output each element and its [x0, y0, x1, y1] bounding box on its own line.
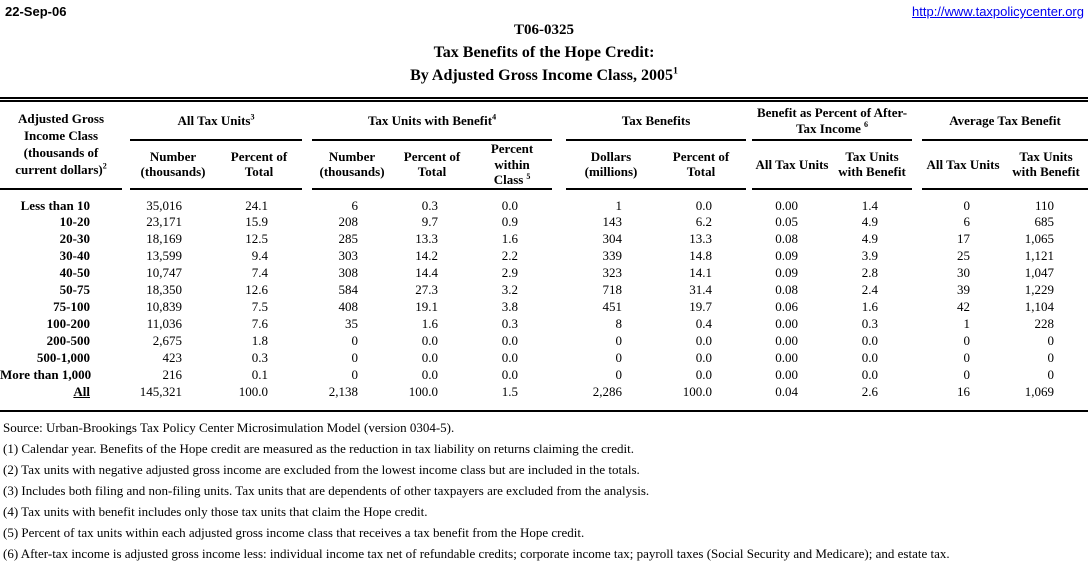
data-cell: 17: [957, 231, 971, 247]
data-cell: 39: [957, 282, 971, 298]
column-gap: [302, 231, 312, 248]
subheader-number-thousands: Number (thousands): [312, 140, 392, 189]
data-cell: 2.8: [861, 265, 879, 281]
subheader-all-tax-units: All Tax Units: [922, 140, 1004, 189]
row-label: [0, 214, 122, 231]
data-cell: 7.5: [251, 299, 269, 315]
group-label: Tax Benefits: [621, 112, 691, 128]
data-cell: 10,747: [146, 265, 182, 281]
group-label: Tax Income: [796, 120, 861, 136]
data-cell: 0.4: [695, 316, 713, 332]
data-cell: 100.0: [682, 383, 713, 399]
group-label: Average Tax Benefit: [949, 112, 1061, 128]
data-cell: 2,138: [328, 383, 359, 399]
table-row: [0, 231, 1088, 248]
data-cell: 0.04: [775, 383, 799, 399]
data-cell: 6: [963, 214, 971, 230]
table-body: [0, 189, 1088, 408]
data-cell: 24.1: [245, 197, 269, 213]
data-cell: 1.6: [421, 316, 439, 332]
column-gap: [552, 231, 566, 248]
subheader-row: [0, 140, 1088, 189]
column-gap: [302, 265, 312, 282]
column-gap: [302, 316, 312, 333]
row-label: [0, 248, 122, 265]
row-label-text: 100-200: [46, 316, 90, 332]
data-cell: 323: [602, 265, 623, 281]
column-gap: [912, 100, 922, 189]
row-label: [0, 282, 122, 299]
data-cell: 16: [957, 383, 971, 399]
taxpolicycenter-link[interactable]: http://www.taxpolicycenter.org: [912, 4, 1084, 19]
column-gap: [122, 231, 130, 248]
data-cell: 12.6: [245, 282, 269, 298]
data-cell: 145,321: [139, 383, 182, 399]
column-gap: [302, 333, 312, 350]
data-cell: 18,350: [146, 282, 182, 298]
data-cell: 718: [602, 282, 623, 298]
table-row: [0, 367, 1088, 384]
column-gap: [302, 282, 312, 299]
column-gap: [912, 316, 922, 333]
data-cell: 1: [615, 197, 623, 213]
data-cell: 0.09: [775, 248, 799, 264]
column-gap: [912, 248, 922, 265]
data-cell: 13.3: [689, 231, 713, 247]
row-label: [0, 350, 122, 367]
group-footnote-marker: 6: [863, 120, 868, 130]
data-cell: 451: [602, 299, 623, 315]
subheader-tax-units-with-benefit: Tax Units with Benefit: [832, 140, 912, 189]
table-row: [0, 299, 1088, 316]
data-cell: 3.8: [501, 299, 519, 315]
row-label: [0, 231, 122, 248]
column-gap: [912, 282, 922, 299]
footnote-line: (5) Percent of tax units within each adjusted gross income class that receives a tax benefit from the Hope credit.: [3, 525, 585, 541]
data-cell: 0.0: [421, 333, 439, 349]
subheader-percent-of-total: Percent of Total: [216, 140, 302, 189]
footnote-line: (4) Tax units with benefit includes only those tax units that claim the Hope credit.: [3, 503, 428, 519]
data-cell: 0.08: [775, 282, 799, 298]
data-cell: 10,839: [146, 299, 182, 315]
column-gap: [912, 214, 922, 231]
column-gap: [122, 265, 130, 282]
data-cell: 0.0: [421, 350, 439, 366]
data-cell: 0.0: [861, 333, 879, 349]
subheader-dollars-millions: Dollars (millions): [566, 140, 656, 189]
column-gap: [122, 316, 130, 333]
data-cell: 27.3: [415, 282, 439, 298]
data-cell: 1.6: [861, 299, 879, 315]
group-footnote-marker: 4: [492, 112, 497, 122]
data-cell: 0.06: [775, 299, 799, 315]
footnote-line: (1) Calendar year. Benefits of the Hope credit are measured as the reduction in tax liability on returns claiming the credit.: [3, 440, 634, 456]
data-cell: 19.7: [689, 299, 713, 315]
column-gap: [302, 350, 312, 367]
data-cell: 0.1: [251, 367, 269, 383]
data-cell: 110: [1035, 197, 1055, 213]
data-cell: 8: [615, 316, 623, 332]
column-gap: [122, 100, 130, 189]
data-cell: 0.0: [695, 197, 713, 213]
data-cell: 31.4: [689, 282, 713, 298]
column-gap: [912, 384, 922, 408]
row-label: [0, 316, 122, 333]
data-cell: 0: [1047, 333, 1055, 349]
data-cell: 304: [602, 231, 623, 247]
data-cell: 0.3: [421, 197, 439, 213]
data-cell: 15.9: [245, 214, 269, 230]
column-gap: [552, 282, 566, 299]
stub-header: [0, 100, 122, 189]
row-label-text: 40-50: [59, 265, 90, 281]
data-cell: 408: [338, 299, 359, 315]
column-gap: [302, 214, 312, 231]
data-cell: 143: [602, 214, 623, 230]
column-gap: [552, 214, 566, 231]
subheader-all-tax-units: All Tax Units: [752, 140, 832, 189]
column-gap: [302, 248, 312, 265]
data-cell: 6: [351, 197, 359, 213]
table-header: [0, 100, 1088, 189]
data-cell: 0: [615, 350, 623, 366]
column-gap: [122, 350, 130, 367]
column-gap: [302, 384, 312, 408]
data-cell: 423: [162, 350, 182, 366]
data-cell: 2,675: [152, 333, 182, 349]
footnote-line: (3) Includes both filing and non-filing units. Tax units that are dependents of other taxpayers are excluded from the analysis.: [3, 482, 650, 498]
data-cell: 9.4: [251, 248, 269, 264]
data-cell: 339: [602, 248, 623, 264]
data-cell: 0.0: [861, 367, 879, 383]
row-label-text: More than 1,000: [0, 367, 92, 383]
data-cell: 0.00: [775, 316, 799, 332]
column-gap: [552, 384, 566, 408]
column-gap: [912, 189, 922, 214]
column-gap: [122, 248, 130, 265]
data-cell: 0.0: [501, 367, 519, 383]
subheader-number-thousands: Number (thousands): [130, 140, 216, 189]
group-label: Tax Units with Benefit: [367, 112, 493, 128]
title-text: By Adjusted Gross Income Class, 2005: [410, 67, 673, 84]
row-label: [0, 367, 122, 384]
data-cell: 0.00: [775, 367, 799, 383]
column-gap: [302, 189, 312, 214]
row-label: [0, 384, 122, 408]
data-cell: 0.9: [501, 214, 519, 230]
data-cell: 0.3: [251, 350, 269, 366]
document-title-line1: Tax Benefits of the Hope Credit:: [433, 44, 655, 61]
data-cell: 1,229: [1024, 282, 1055, 298]
group-header-benefit-percent-after-tax-income: [752, 100, 912, 141]
column-gap: [302, 367, 312, 384]
table-row: [0, 189, 1088, 214]
data-cell: 0.0: [421, 367, 439, 383]
data-cell: 2.6: [861, 383, 879, 399]
data-cell: 0: [963, 367, 971, 383]
data-cell: 13,599: [146, 248, 182, 264]
column-gap: [122, 214, 130, 231]
data-cell: 0.00: [775, 333, 799, 349]
data-cell: 0: [1047, 367, 1055, 383]
data-cell: 23,171: [146, 214, 182, 230]
column-gap: [912, 265, 922, 282]
title-footnote-marker: 1: [672, 65, 678, 77]
data-cell: 3.2: [501, 282, 519, 298]
data-cell: 0: [963, 350, 971, 366]
group-header-average-tax-benefit: [922, 100, 1088, 141]
row-label-text: 500-1,000: [36, 350, 90, 366]
column-gap: [122, 299, 130, 316]
footnotes: [0, 410, 1088, 564]
data-cell: 1,121: [1024, 248, 1055, 264]
data-cell: 216: [162, 367, 182, 383]
data-cell: 0.3: [861, 316, 879, 332]
stub-line: [0, 162, 122, 179]
data-cell: 308: [338, 265, 359, 281]
column-gap: [552, 189, 566, 214]
data-cell: 0.0: [695, 350, 713, 366]
data-cell: 0.00: [775, 197, 799, 213]
data-cell: 0.08: [775, 231, 799, 247]
row-label-text: 50-75: [59, 282, 90, 298]
row-label-text: All: [73, 383, 90, 399]
data-cell: 7.4: [251, 265, 269, 281]
column-gap: [122, 367, 130, 384]
title-block: [0, 22, 1088, 85]
table-row: [0, 316, 1088, 333]
table-row: [0, 282, 1088, 299]
data-cell: 0: [351, 350, 359, 366]
data-cell: 1.5: [501, 383, 519, 399]
subheader-percent-within-class: Percent within Class $^5$: [472, 140, 552, 189]
data-cell: 14.4: [415, 265, 439, 281]
subheader-tax-units-with-benefit: Tax Units with Benefit: [1004, 140, 1088, 189]
group-header-all-tax-units: [130, 100, 302, 141]
data-cell: 1.6: [501, 231, 519, 247]
data-cell: 285: [338, 231, 359, 247]
row-label: [0, 265, 122, 282]
data-cell: 0.05: [775, 214, 799, 230]
data-cell: 0.0: [695, 367, 713, 383]
table-row: [0, 350, 1088, 367]
data-cell: 228: [1034, 316, 1055, 332]
data-cell: 9.7: [421, 214, 439, 230]
subheader-footnote-marker: 5: [526, 171, 531, 181]
data-cell: 30: [957, 265, 971, 281]
column-gap: [912, 350, 922, 367]
group-label: Benefit as Percent of After-: [756, 105, 908, 121]
row-label-text: 20-30: [59, 231, 90, 247]
data-cell: 0.0: [695, 333, 713, 349]
row-label-text: 10-20: [59, 214, 90, 230]
column-gap: [552, 248, 566, 265]
column-gap: [552, 265, 566, 282]
group-footnote-marker: 3: [250, 112, 255, 122]
column-gap: [552, 299, 566, 316]
data-cell: 4.9: [861, 231, 879, 247]
data-cell: 0: [963, 333, 971, 349]
table-row: [0, 214, 1088, 231]
column-gap: [302, 299, 312, 316]
column-gap: [552, 100, 566, 189]
data-cell: 1.4: [861, 197, 879, 213]
data-cell: 1,069: [1024, 383, 1055, 399]
data-cell: 6.2: [695, 214, 713, 230]
data-cell: 14.8: [689, 248, 713, 264]
group-header-row: [0, 100, 1088, 141]
row-label: [0, 189, 122, 214]
data-cell: 11,036: [146, 316, 182, 332]
data-cell: 0: [1047, 350, 1055, 366]
column-gap: [552, 350, 566, 367]
data-cell: 14.1: [689, 265, 713, 281]
data-cell: 0: [963, 197, 971, 213]
data-cell: 1,104: [1024, 299, 1055, 315]
table-row: [0, 384, 1088, 408]
stub-line: (thousands of: [23, 144, 99, 160]
row-label: [0, 299, 122, 316]
column-gap: [552, 367, 566, 384]
column-gap: [912, 367, 922, 384]
table-row: [0, 265, 1088, 282]
column-gap: [122, 384, 130, 408]
table-row: [0, 248, 1088, 265]
tax-benefits-table: [0, 97, 1088, 408]
data-cell: 19.1: [415, 299, 439, 315]
data-cell: 1,065: [1024, 231, 1055, 247]
data-cell: 208: [338, 214, 359, 230]
data-cell: 0.00: [775, 350, 799, 366]
data-cell: 1.8: [251, 333, 269, 349]
source-line: Source: Urban-Brookings Tax Policy Center Microsimulation Model (version 0304-5).: [3, 419, 455, 435]
row-label-text: 75-100: [53, 299, 90, 315]
group-label: All Tax Units: [177, 112, 251, 128]
column-gap: [912, 299, 922, 316]
column-gap: [122, 282, 130, 299]
data-cell: 0.09: [775, 265, 799, 281]
stub-footnote-marker: 2: [102, 161, 107, 171]
group-header-tax-units-with-benefit: [312, 100, 552, 141]
data-cell: 42: [957, 299, 971, 315]
data-cell: 1: [963, 316, 971, 332]
document-date: 22-Sep-06: [5, 4, 67, 19]
data-cell: 35: [345, 316, 359, 332]
data-cell: 0: [351, 367, 359, 383]
data-cell: 2.9: [501, 265, 519, 281]
data-cell: 100.0: [408, 383, 439, 399]
column-gap: [912, 231, 922, 248]
footnote-line: (6) After-tax income is adjusted gross income less: individual income tax net of refundable credits; corporate income tax; payroll taxes (Social Security and Medicare); and estate tax.: [3, 546, 950, 562]
data-cell: 4.9: [861, 214, 879, 230]
row-label-text: 200-500: [46, 333, 90, 349]
data-cell: 3.9: [861, 248, 879, 264]
data-cell: 0: [615, 333, 623, 349]
column-gap: [302, 100, 312, 189]
column-gap: [122, 333, 130, 350]
data-cell: 35,016: [146, 197, 182, 213]
data-cell: 13.3: [415, 231, 439, 247]
data-cell: 584: [338, 282, 359, 298]
column-gap: [552, 316, 566, 333]
data-cell: 0.3: [501, 316, 519, 332]
footnote-line: (2) Tax units with negative adjusted gross income are excluded from the lowest income class but are included in the totals.: [3, 461, 640, 477]
subheader-percent-of-total: Percent of Total: [656, 140, 746, 189]
data-cell: 18,169: [146, 231, 182, 247]
data-cell: 0.0: [501, 350, 519, 366]
data-cell: 303: [338, 248, 359, 264]
column-gap: [122, 189, 130, 214]
data-cell: 0.0: [861, 350, 879, 366]
document-title-line2: [0, 67, 1088, 85]
data-cell: 0.0: [501, 197, 519, 213]
data-cell: 0.0: [501, 333, 519, 349]
data-cell: 2.2: [501, 248, 519, 264]
data-cell: 7.6: [251, 316, 269, 332]
column-gap: [912, 333, 922, 350]
data-cell: 2,286: [592, 383, 623, 399]
data-cell: 12.5: [245, 231, 269, 247]
row-label: [0, 333, 122, 350]
data-cell: 1,047: [1024, 265, 1055, 281]
group-header-tax-benefits: [566, 100, 746, 141]
top-bar: [0, 0, 1088, 19]
table-row: [0, 333, 1088, 350]
document-number: T06-0325: [514, 22, 574, 38]
stub-line: Adjusted Gross: [17, 111, 105, 127]
stub-text: current dollars): [15, 161, 103, 177]
stub-line: Income Class: [23, 128, 99, 143]
data-cell: 0: [351, 333, 359, 349]
data-cell: 2.4: [861, 282, 879, 298]
data-cell: 0: [615, 367, 623, 383]
data-cell: 100.0: [238, 383, 269, 399]
column-gap: [552, 333, 566, 350]
subheader-percent-of-total: Percent of Total: [392, 140, 472, 189]
data-cell: 685: [1034, 214, 1055, 230]
row-label-text: 30-40: [59, 248, 90, 264]
row-label-text: Less than 10: [20, 197, 90, 213]
data-cell: 14.2: [415, 248, 439, 264]
data-cell: 25: [957, 248, 971, 264]
